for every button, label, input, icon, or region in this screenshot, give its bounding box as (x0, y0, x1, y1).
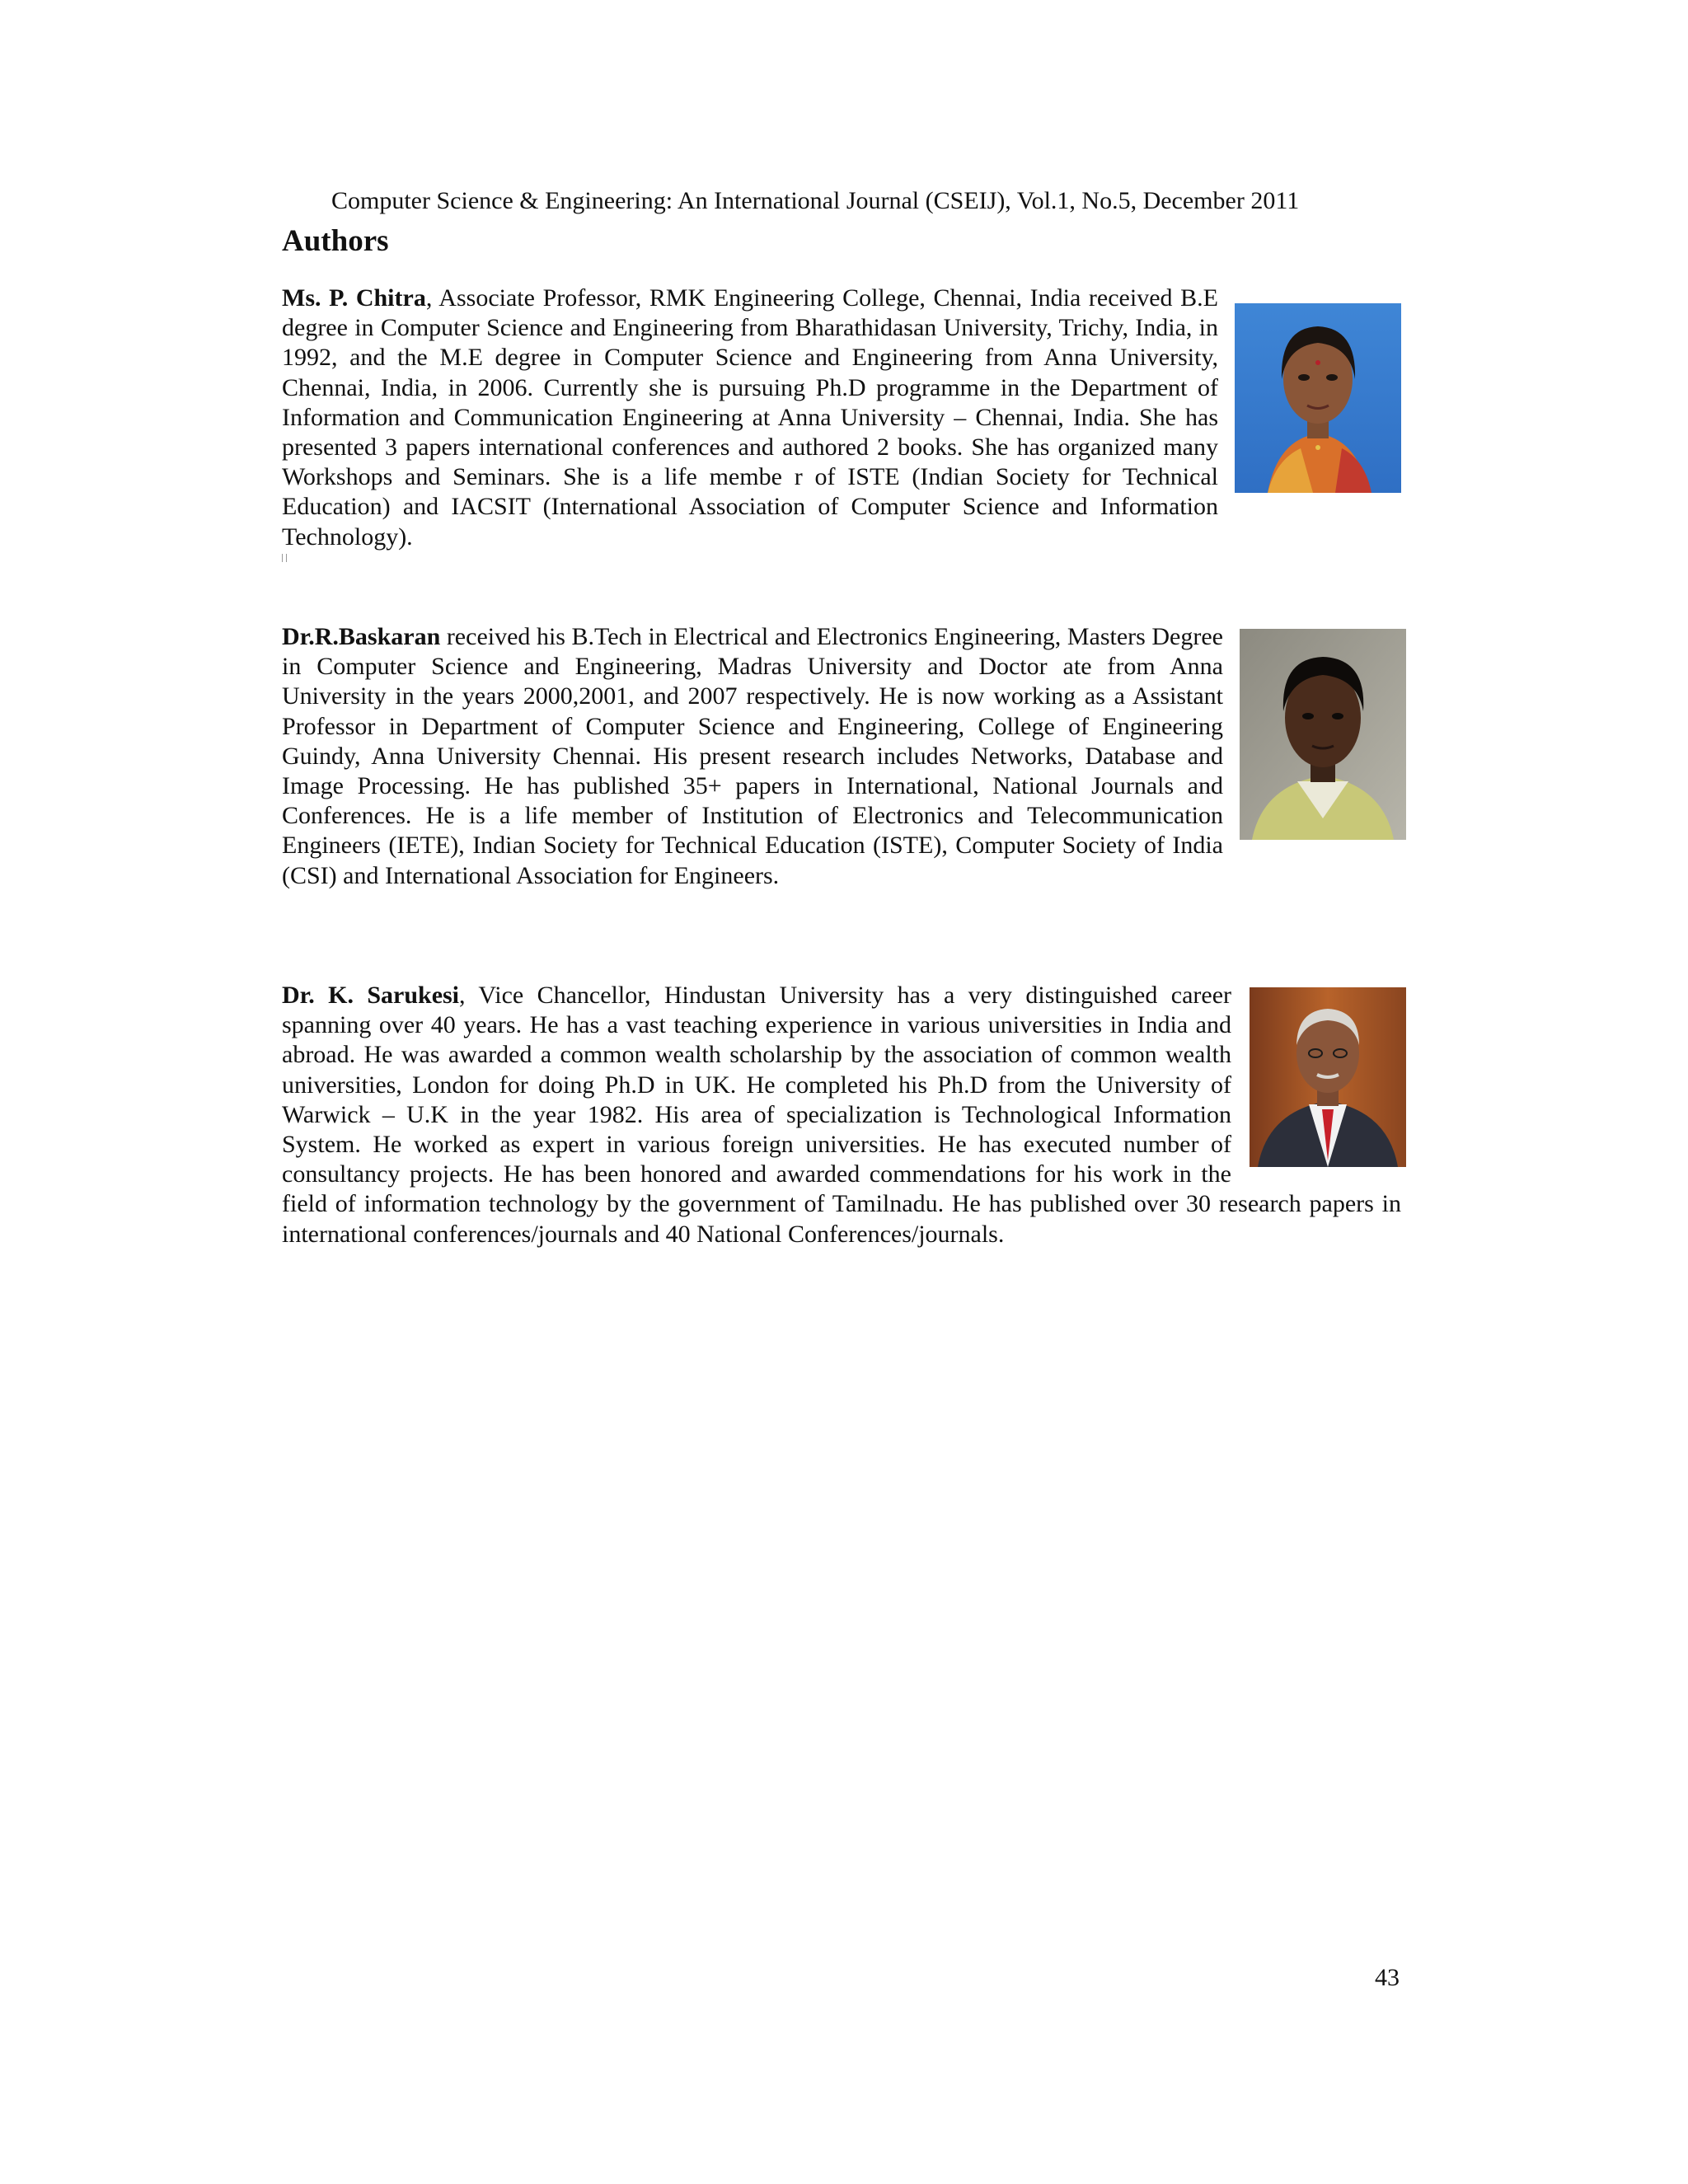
section-heading: Authors (282, 224, 389, 258)
author-name: Ms. P. Chitra (282, 284, 426, 312)
page-number: 43 (1375, 1964, 1400, 1991)
running-header: Computer Science & Engineering: An International Journal (CSEIJ), Vol.1, No.5, December 2011 (331, 187, 1300, 214)
author-bio (282, 622, 1401, 891)
author-bio-text: , Vice Chancellor, Hindustan University has a very distinguished career spanning over 40 years. He has a vast teaching experience in various universities in India and abroad. He was awarded a common wealth scholarship by the association of common wealth universities, London for doing Ph.D in UK. He completed his Ph.D from the University of Warwick – U.K in the year 1982. His area of specialization is Technological Information System. He worked as expert in various foreign universities. He has executed number of consultancy projects. He has been honored and awarded commendations for his work in the field of information technology by the government of Tamilnadu. He has published over 30 research papers in international conferences/journals and 40 National Conferences/journals. (282, 982, 1401, 1248)
author-bio (282, 284, 1401, 552)
author-name: Dr. K. Sarukesi (282, 982, 460, 1009)
author-bio-text: , Associate Professor, RMK Engineering College, Chennai, India received B.E degree in Computer Science and Engineering from Bharathidasan University, Trichy, India, in 1992, and the M.E degree in Computer Science and Engineering from Anna University, Chennai, India, in 2006. Currently she is pursuing Ph.D programme in the Department of Information and Communication Engineering at Anna University – Chennai, India. She has presented 3 papers international conferences and authored 2 books. She has organized many Workshops and Seminars. She is a life membe r of ISTE (Indian Society for Technical Education) and IACSIT (International Association of Computer Science and Information Technology). (282, 284, 1218, 551)
portrait-photo-icon (1235, 303, 1401, 493)
author-bio-text: received his B.Tech in Electrical and Electronics Engineering, Masters Degree in Computer Science and Engineering, Madras University and Doctor ate from Anna University in the years 2000,2001, and 2007 respectively. He is now working as a Assistant Professor in Department of Computer Science and Engineering, College of Engineering Guindy, Anna University Chennai. His present research includes Networks, Database and Image Processing. He has published 35+ papers in International, National Journals and Conferences. He is a life member of Institution of Electronics and Telecommunication Engineers (IETE), Indian Society for Technical Education (ISTE), Computer Society of India (CSI) and International Association for Engineers. (282, 623, 1223, 889)
portrait-photo-icon (1250, 987, 1406, 1167)
author-name: Dr.R.Baskaran (282, 623, 441, 650)
portrait-photo-icon (1240, 629, 1406, 840)
author-bio (282, 981, 1401, 1249)
stray-mark (282, 554, 287, 562)
